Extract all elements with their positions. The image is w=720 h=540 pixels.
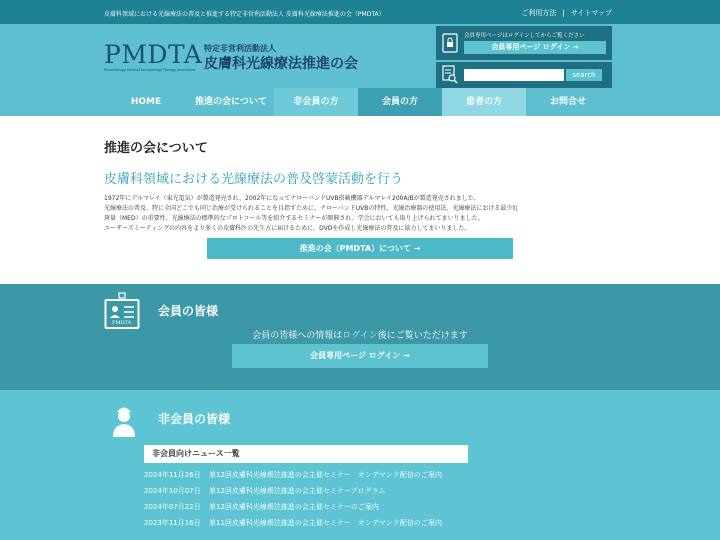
about-paragraph: 1972年にデルマレイ（東光電気）が製造発売され、2002年になってナローバンドUVB搭載機器デルマレイ200A/Bが製造発売されました。 (104, 195, 480, 202)
person-icon (112, 404, 136, 438)
news-item[interactable] (144, 470, 564, 486)
news-date: 2024年10月07日 (144, 487, 201, 495)
main-nav (0, 88, 720, 116)
usage-link[interactable]: ご利用方法 (521, 9, 557, 17)
logo-subtext: Phototherapy Medical Dermatology Therapy Association (104, 68, 196, 72)
about-pmdta-button[interactable]: 推進の会（PMDTA）について → (207, 238, 513, 259)
news-list (144, 470, 564, 534)
logo-mark: PMDTA (104, 40, 203, 69)
utility-links (521, 8, 612, 18)
news-title[interactable]: 第12回皮膚科光線療法推進の会主催セミナーのご案内 (209, 503, 379, 511)
nav-members[interactable]: 会員の方 (358, 88, 442, 116)
news-item[interactable] (144, 486, 564, 502)
search-input[interactable] (464, 69, 564, 81)
news-title[interactable]: 第12回皮膚科光線療法推進の会主催セミナープログラム (209, 487, 386, 495)
news-date: 2023年11月16日 (144, 519, 201, 527)
news-title[interactable]: 第12回皮膚科光線療法推進の会主催セミナー オンデマンド配信のご案内 (209, 471, 442, 479)
news-item[interactable] (144, 502, 564, 518)
about-title: 推進の会について (104, 141, 208, 156)
nav-about[interactable]: 推進の会について (195, 97, 267, 107)
sitemap-link[interactable]: サイトマップ (570, 9, 612, 17)
org-name: 皮膚科光線療法推進の会 (204, 56, 358, 72)
nav-contact[interactable]: お問合せ (549, 97, 586, 107)
news-date: 2024年11月26日 (144, 471, 201, 479)
nav-nonmembers[interactable]: 非会員の方 (274, 88, 358, 116)
news-item[interactable] (144, 518, 564, 534)
member-note: 会員専用ページはログインしてからご覧ください (464, 33, 585, 39)
top-bar (0, 0, 720, 24)
search-box (436, 62, 612, 88)
document-search-icon (442, 65, 458, 85)
nonmembers-section (0, 390, 720, 540)
members-login-button[interactable]: 会員専用ページ ログイン → (232, 344, 488, 368)
lock-icon (442, 33, 458, 53)
site-tagline: 皮膚科領域における光線療法の普及と推進する特定非営利活動法人 皮膚科光線療法推進の会（PMDTA） (104, 11, 385, 18)
site-header (0, 24, 720, 88)
members-login-link[interactable]: ログイン (342, 331, 378, 341)
nav-patients[interactable]: 患者の方 (442, 88, 526, 116)
org-type: 特定非営利活動法人 (204, 44, 276, 53)
members-text-before: 会員の皆様への情報は (252, 331, 343, 341)
members-section (0, 284, 720, 390)
link-separator: | (562, 9, 565, 17)
about-paragraph: 光線療法の普及、特に全国どこでも同じ治療が受けられることを目指すために、ナローバンドUVBの特性、光線治療器の使用法、光線療法における最少紅 (104, 205, 519, 212)
nav-home[interactable]: HOME (130, 97, 162, 107)
news-date: 2024年07月22日 (144, 503, 201, 511)
nonmembers-title: 非会員の皆様 (158, 412, 231, 426)
news-heading: 非会員向けニュース一覧 (144, 445, 468, 463)
members-title: 会員の皆様 (158, 304, 219, 318)
about-paragraph: ユーザーズミーティングの内容をより多くの皮膚科医の先生方に届けるために、DVDを作成し光線療法の普及に協力してまいりました。 (104, 225, 471, 232)
about-paragraph: 斑量（MED）の重要性、光線療法の標準的なプロトコール等を紹介するセミナーが開催され、学会においても取り上げられてまいりました。 (104, 215, 484, 222)
member-login-button[interactable]: 会員専用ページ ログイン → (464, 41, 606, 54)
about-subtitle: 皮膚科領域における光線療法の普及啓蒙活動を行う (104, 172, 404, 187)
about-body (104, 194, 624, 234)
search-button[interactable]: search (566, 69, 602, 81)
member-login-box (436, 26, 612, 60)
news-title[interactable]: 第11回皮膚科光線療法推進の会主催セミナー オンデマンド配信のご案内 (209, 519, 442, 527)
members-text (0, 328, 720, 341)
site-logo[interactable] (104, 42, 202, 72)
members-text-after: 後にご覧いただけます (377, 331, 468, 341)
member-badge-label: PMDTA (112, 320, 132, 326)
